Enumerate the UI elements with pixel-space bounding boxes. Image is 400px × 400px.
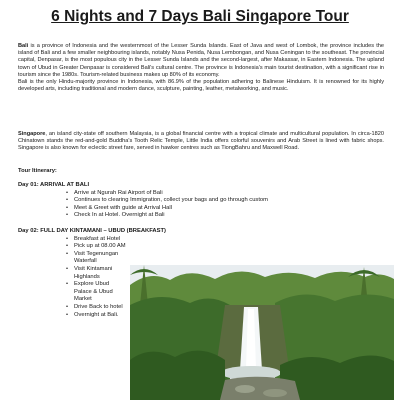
singapore-name: Singapore [18,131,46,137]
singapore-paragraph [18,131,384,153]
waterfall-image-icon [130,265,394,400]
bali-text: is a province of Indonesia and the westernmost of the Lesser Sunda Islands. East of Java and west of Lombok, the province includes the island of Bali and a few smaller neighbouring islands, notably Nusa Penida, Nusa Lembongan, and Nusa Ceningan to the southeast. The provincial capital, Denpasar, is the most populous city in the Lesser Sunda Islands and the second-largest, after Makassar, in Eastern Indonesia. The upland town of Ubud in Greater Denpasar is considered Bali's cultural centre. The province is Indonesia's main tourist destination, with a significant rise in tourism since the 1980s. Tourism-related business makes up 80% of its economy. [18,43,384,78]
list-item: • Visit Tegenungan Waterfall [66,251,128,266]
page-title: 6 Nights and 7 Days Bali Singapore Tour [51,8,349,25]
list-item: • Pick up at 08.00 AM [66,243,128,251]
waterfall-photo [130,265,394,400]
day-2-list [66,236,128,320]
list-item: • Explore Ubud Palace & Ubud Market [66,281,128,304]
day-2-heading: Day 02: FULL DAY KINTAMANI – UBUD (BREAKFAST) [18,228,166,234]
bali-paragraph [18,43,384,93]
list-item: • Overnight at Bali. [66,312,128,320]
list-item: • Arrive at Ngurah Rai Airport of Bali [66,190,268,198]
singapore-text: , an island city-state off southern Malaysia, is a global financial centre with a tropical climate and multicultural population. In circa-1820 Chinatown stands the red-and-gold Buddha's Tooth Relic Temple, Little India offers colorful souvenirs and Arab Street is lined with fabric shops. Singapore is also known for eclectic street fare, served in hawker centres such as TiongBahru and Maxwell Road. [18,131,384,152]
bali-name: Bali [18,43,29,49]
itinerary-label: Tour Itinerary: [18,168,57,174]
list-item: • Meet & Greet with guide at Arrival Hall [66,205,268,213]
list-item: • Drive Back to hotel [66,304,128,312]
list-item: • Visit Kintamani Highlands [66,266,128,281]
list-item: • Breakfast at Hotel [66,236,128,244]
list-item: • Check In at Hotel. Overnight at Bali [66,212,268,220]
day-1-list [66,190,268,220]
list-item: • Continues to clearing Immigration, collect your bags and go through custom [66,197,268,205]
bali-text-2: Bali is the only Hindu-majority province in Indonesia, with 86.9% of the population adhering to Balinese Hinduism. It is renowned for its highly developed arts, including traditional and modern dance, sculpture, painting, leather, metalworking, and music. [18,79,384,93]
day-1-heading: Day 01: ARRIVAL AT BALI [18,182,90,188]
day-1-section [18,182,268,220]
